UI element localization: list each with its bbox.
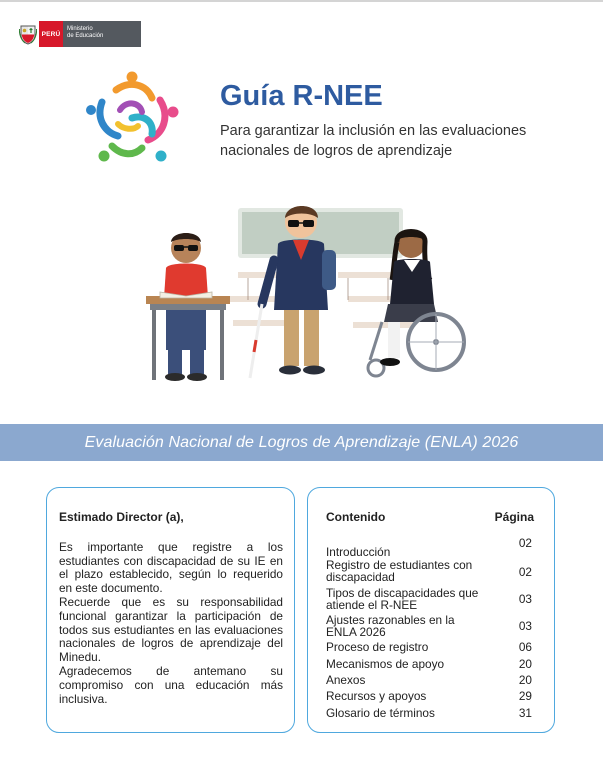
toc-item[interactable] (326, 641, 532, 658)
peru-label: PERÚ (39, 21, 63, 47)
toc-item[interactable] (326, 558, 532, 587)
letter-greeting: Estimado Director (a), (59, 510, 184, 524)
ministry-line-1: Ministerio (67, 26, 93, 32)
toc-item[interactable] (326, 614, 532, 641)
toc-header (326, 510, 534, 524)
toc-item-page: 31 (518, 706, 532, 720)
page-subtitle: Para garantizar la inclusión en las evaluaciones nacionales de logros de aprendizaje (220, 123, 527, 159)
toc-item-label: Recursos y apoyos (326, 689, 427, 703)
toc-item-label: Tipos de discapacidades que atiende el R-NEE (326, 586, 479, 613)
toc-item[interactable] (326, 537, 532, 558)
toc-item-label: Registro de estudiantes con discapacidad (326, 558, 473, 585)
toc-item-label: Introducción (326, 545, 391, 559)
peru-coat-of-arms-icon (17, 21, 39, 47)
page-title: Guía R-NEE (220, 80, 383, 112)
letter-paragraph: Agradecemos de antemano su compromiso con una educación más inclusiva. (59, 664, 283, 706)
toc-item-page: 29 (518, 689, 532, 703)
table-of-contents-card (307, 487, 555, 733)
letter-paragraph: Recuerde que es su responsabilidad funcional garantizar la participación de todos sus estudiantes en las evaluaciones nacionales de logros de aprendizaje del Minedu. (59, 595, 283, 664)
toc-item-page: 06 (518, 640, 532, 654)
toc-item[interactable] (326, 690, 532, 707)
toc-item[interactable] (326, 674, 532, 690)
minedu-logo (17, 21, 141, 47)
toc-item[interactable] (326, 707, 532, 723)
toc-item[interactable] (326, 587, 532, 614)
inclusion-logo-icon (82, 70, 182, 166)
top-divider (0, 0, 603, 2)
evaluation-banner (0, 424, 603, 461)
toc-item-page: 03 (518, 619, 532, 633)
students-with-disabilities-illustration (138, 200, 468, 390)
toc-item-label: Ajustes razonables en la ENLA 2026 (326, 613, 455, 640)
toc-item-page: 03 (518, 592, 532, 606)
toc-item-page: 02 (518, 536, 532, 550)
toc-item-page: 20 (518, 673, 532, 687)
letter-paragraph: Es importante que registre a los estudiantes con discapacidad de su IE en el plazo establecido, según lo requerido en este documento. (59, 540, 283, 595)
ministry-label (63, 21, 141, 47)
banner-text: Evaluación Nacional de Logros de Aprendizaje (ENLA) 2026 (84, 433, 519, 451)
toc-page-heading: Página (494, 510, 534, 524)
toc-item-label: Proceso de registro (326, 640, 429, 654)
toc-heading: Contenido (326, 510, 386, 524)
toc-item-label: Anexos (326, 673, 366, 687)
toc-item-page: 20 (518, 657, 532, 671)
ministry-line-2: de Educación (67, 33, 104, 39)
toc-item-label: Glosario de términos (326, 706, 435, 720)
toc-item-page: 02 (518, 565, 532, 579)
director-letter-card (46, 487, 295, 733)
toc-item[interactable] (326, 658, 532, 674)
toc-item-label: Mecanismos de apoyo (326, 657, 445, 671)
